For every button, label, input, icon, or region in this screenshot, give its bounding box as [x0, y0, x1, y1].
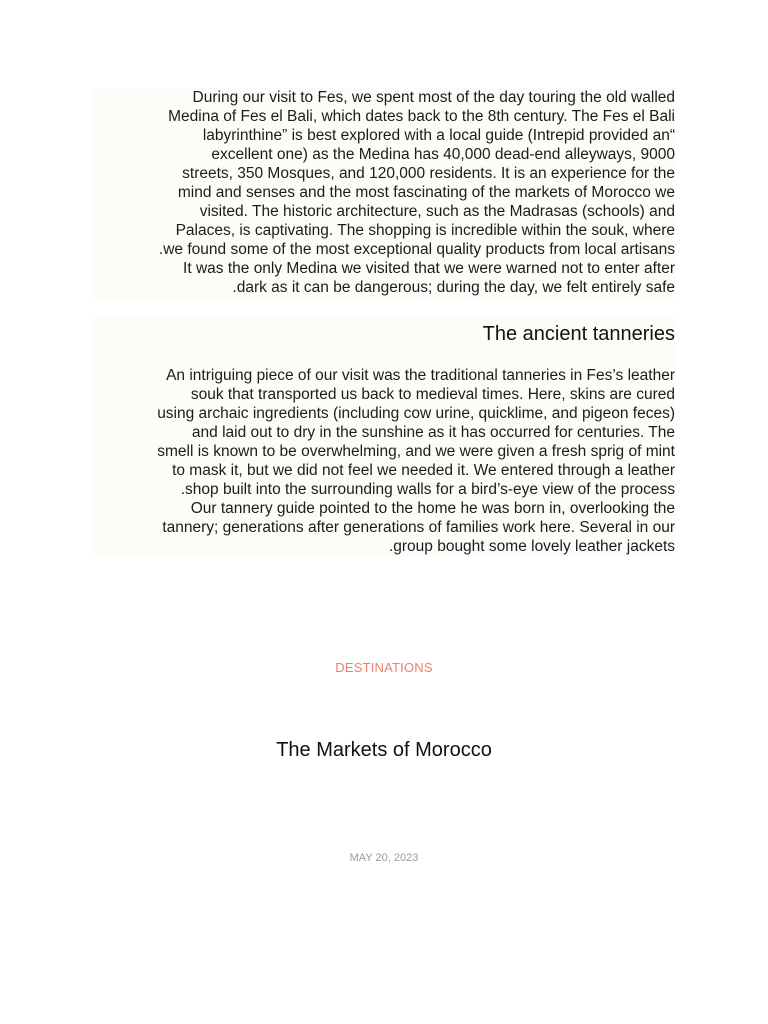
paragraph-line: to mask it, but we did not feel we needed it. We entered through a leather [172, 462, 675, 479]
paragraph-line: and laid out to dry in the sunshine as it has occurred for centuries. The [191, 424, 675, 441]
paragraph-line: An intriguing piece of our visit was the traditional tanneries in Fes’s leather [166, 367, 675, 384]
paragraph-line: souk that transported us back to medieval times. Here, skins are cured [190, 386, 675, 403]
paragraph-line: Our tannery guide pointed to the home he was born in, overlooking the [190, 500, 675, 517]
paragraph-line: “labyrinthine” is best explored with a local guide (Intrepid provided an [202, 127, 675, 144]
paragraph-line: using archaic ingredients (including cow urine, quicklime, and pigeon feces) [157, 405, 675, 422]
paragraph-line: shop built into the surrounding walls for a bird’s-eye view of the process. [180, 481, 675, 498]
paragraph-line: visited. The historic architecture, such as the Madrasas (schools) and [199, 203, 675, 220]
post-date: MAY 20, 2023 [349, 852, 419, 864]
paragraph-line: Medina of Fes el Bali, which dates back to the 8th century. The Fes el Bali [168, 108, 675, 125]
post-category-link[interactable]: DESTINATIONS [335, 660, 433, 675]
paragraph-line: It was the only Medina we visited that we were warned not to enter after [183, 260, 675, 277]
paragraph-line: smell is known to be overwhelming, and we were given a fresh sprig of mint [157, 443, 675, 460]
post-title[interactable]: The Markets of Morocco [276, 739, 492, 761]
paragraph-line: During our visit to Fes, we spent most of the day touring the old walled [192, 89, 675, 106]
paragraph-line: we found some of the most exceptional quality products from local artisans. [158, 241, 675, 258]
article-paragraph-1 [93, 88, 675, 297]
paragraph-line: group bought some lovely leather jackets. [388, 538, 675, 555]
section-heading-tanneries: The ancient tanneries [482, 323, 675, 345]
paragraph-line: Palaces, is captivating. The shopping is incredible within the souk, where [175, 222, 675, 239]
paragraph-line: dark as it can be dangerous; during the day, we felt entirely safe. [232, 279, 675, 296]
paragraph-line: tannery; generations after generations of families work here. Several in our [162, 519, 675, 536]
article-paragraph-2 [93, 366, 675, 556]
paragraph-line: streets, 350 Mosques, and 120,000 residents. It is an experience for the [182, 165, 675, 182]
paragraph-line: excellent one) as the Medina has 40,000 dead-end alleyways, 9000 [211, 146, 675, 163]
paragraph-line: mind and senses and the most fascinating of the markets of Morocco we [177, 184, 675, 201]
